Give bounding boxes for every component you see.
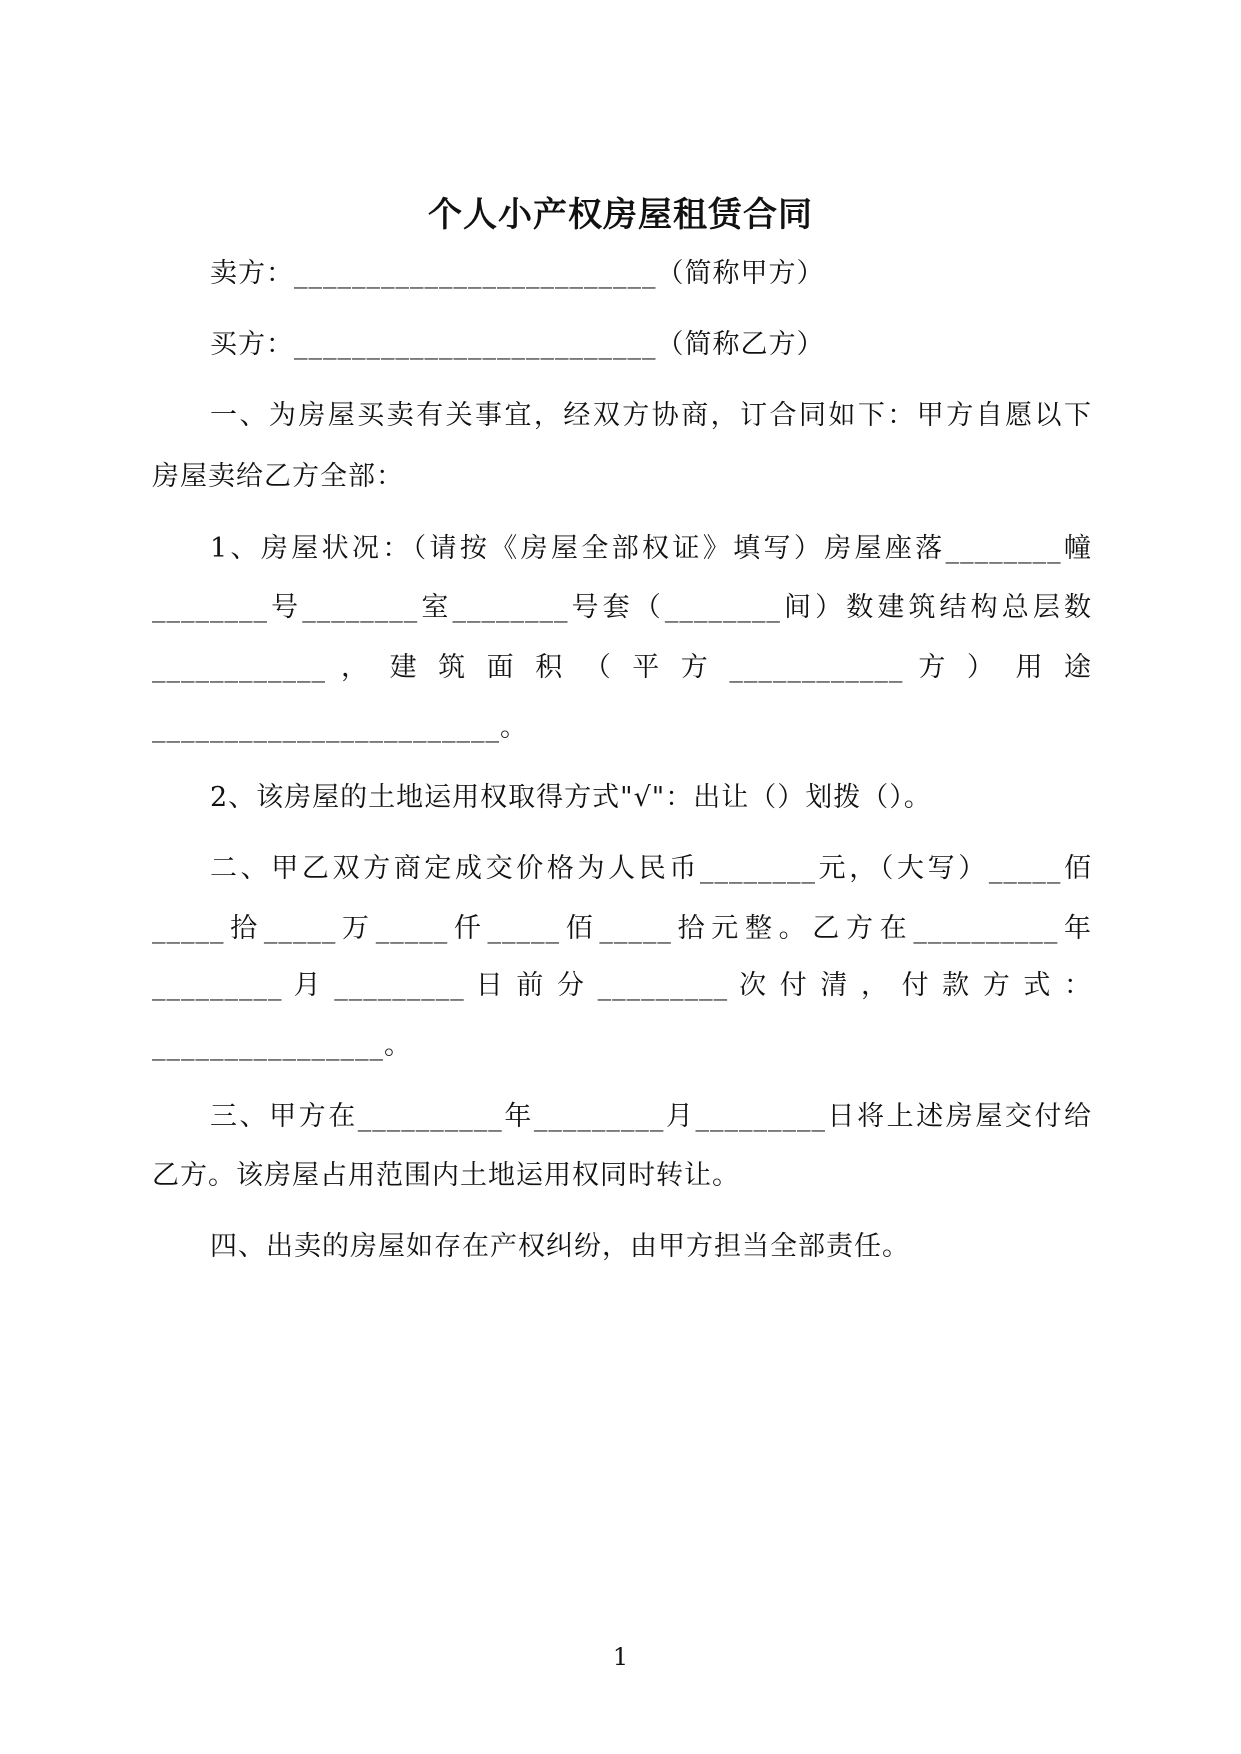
section-4-line-1: 四、出卖的房屋如存在产权纠纷，由甲方担当全部责任。	[210, 1231, 910, 1262]
buyer-line: 买方：_________________________（简称乙方）	[210, 329, 825, 360]
section-1-line-1: 一、为房屋买卖有关事宜，经双方协商，订合同如下：甲方自愿以下	[210, 400, 1092, 431]
section-2-line-1: 二、甲乙双方商定成交价格为人民币________元，（大写）_____佰	[210, 853, 1092, 884]
section-3-line-1: 三、甲方在__________年_________月_________日将上述房屋交付给	[210, 1101, 1092, 1132]
item-1-line-1: 1、房屋状况：（请按《房屋全部权证》填写）房屋座落________幢	[210, 533, 1092, 564]
seller-line: 卖方：_________________________（简称甲方）	[210, 258, 825, 289]
item-1-line-2: ________号________室________号套（________间）数建筑结构总层数	[152, 592, 1092, 623]
item-2-line-1: 2、该房屋的土地运用权取得方式"√"：出让（）划拨（）。	[210, 782, 932, 813]
document-title: 个人小产权房屋租赁合同	[428, 195, 813, 235]
item-1-line-4: ________________________。	[152, 712, 528, 743]
section-3-line-2: 乙方。该房屋占用范围内土地运用权同时转让。	[152, 1160, 740, 1191]
item-1-line-3: ____________ ， 建 筑 面 积 （ 平 方 ____________ 方 ） 用 途	[152, 652, 1092, 683]
section-2-line-4: ________________。	[152, 1030, 412, 1061]
page-number: 1	[612, 1643, 629, 1671]
section-2-line-3: _________ 月 _________ 日 前 分 _________ 次 付 清 ， 付 款 方 式 ：	[152, 970, 1092, 1001]
section-1-line-2: 房屋卖给乙方全部：	[152, 461, 404, 492]
section-2-line-2: _____拾_____万_____仟_____佰_____拾元整。乙方在__________年	[152, 913, 1092, 944]
